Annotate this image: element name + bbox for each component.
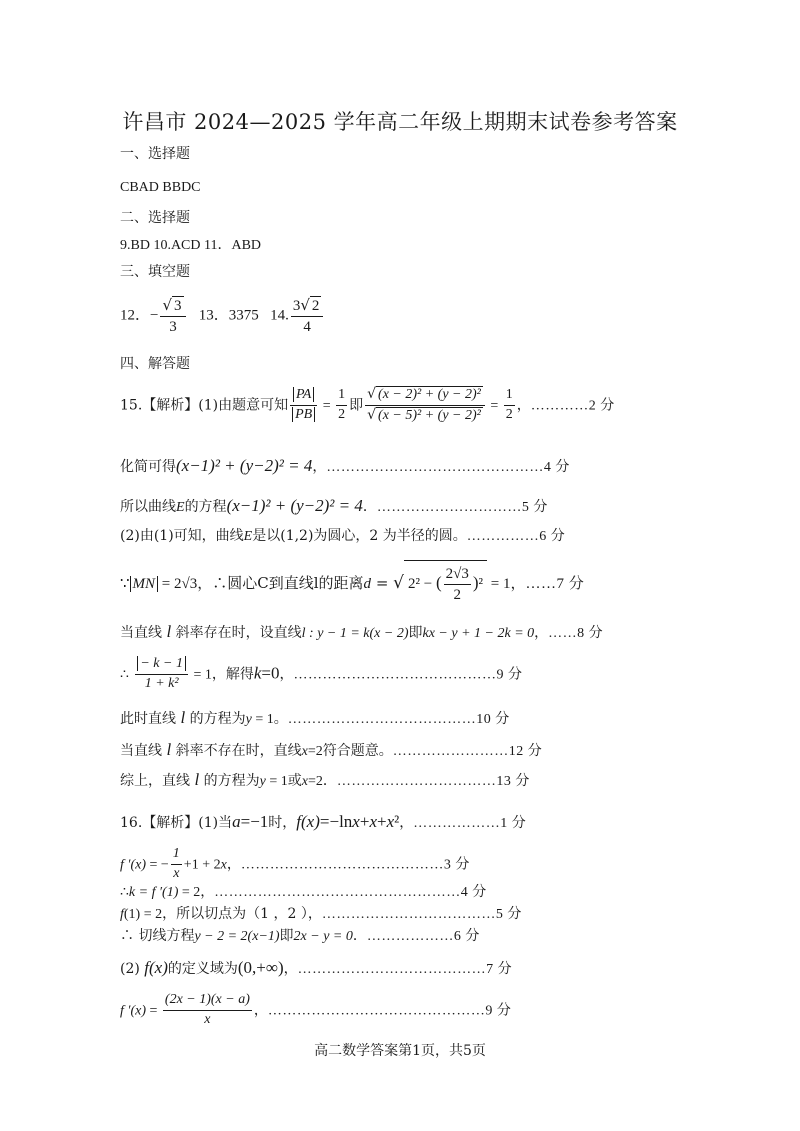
score-mark: ……………………………………9 分	[293, 667, 523, 683]
q12-fraction: $\frac{√ 3}{3}$	[160, 296, 185, 336]
score-mark: ………………1 分	[413, 816, 527, 831]
mc-answers-2: 9.BD 10.ACD 11．ABD	[120, 238, 262, 253]
score-mark: ………………6 分	[366, 929, 480, 944]
score-mark: ……7 分	[525, 575, 585, 592]
q15-line-5: ∵ MN = 2√3，∴圆心C到直线l的距离d = √ 2² − ( $\frac{2√3}{2}$ )² = 1，……7 分	[120, 560, 584, 608]
score-mark: ……………………………………………4 分	[214, 885, 487, 900]
q16-line-3: ∴k = f ′(1) = 2，……………………………………………4 分	[120, 884, 487, 900]
q15-line-8: 此时直线 l 的方程为y = 1。…………………………………10 分	[120, 708, 510, 727]
score-mark: ……………………………………3 分	[240, 857, 470, 873]
score-mark: …………………………………7 分	[297, 962, 513, 977]
q12-label: 12．	[120, 307, 151, 324]
q15-line-10: 综上，直线 l 的方程为y = 1或x=2．……………………………13 分	[120, 770, 530, 789]
q15-line-3: 所以曲线E的方程(x−1)² + (y−2)² = 4．…………………………5 分	[120, 496, 548, 515]
q15-line-4: (2)由(1)可知，曲线E是以(1,2)为圆心，2 为半径的圆。……………6 分	[120, 528, 566, 544]
score-mark: ………………………………5 分	[321, 907, 522, 922]
q16-line-1: 16.【解析】(1)当a=−1时，f(x)=−lnx+x+x²，………………1 分	[120, 812, 527, 831]
page-footer: 高二数学答案第1页，共5页	[314, 1043, 486, 1059]
section-fill-blank: 三、填空题	[120, 264, 190, 280]
fill-answers: 12．− $\frac{√ 3}{3}$ 13．3375 14. $\frac{3√ 2}{4}$	[120, 296, 325, 336]
q16-line-4: f(1) = 2，所以切点为（1 ，2 ），………………………………5 分	[120, 906, 522, 922]
score-mark: …………………………………10 分	[287, 712, 510, 727]
score-mark: ………………………………………4 分	[326, 460, 570, 475]
q16-line-7: f ′(x) = $\frac{(2x - 1)(x - a)}{x}$ ，………………………………………9 分	[120, 992, 512, 1027]
score-mark: ………………………………………9 分	[267, 1003, 512, 1019]
score-mark: …………………………5 分	[376, 500, 548, 515]
q16-line-5: ∴ 切线方程y − 2 = 2(x−1)即2x − y = 0．………………6 分	[120, 928, 480, 944]
q15-line-1: 15.【解析】(1)由题意可知 $\frac{PA}{PB}$ = $\frac{1}{2}$ 即 $\frac{\text{√ (x − 2)² + (y − 2)²}}{\text{√ (x − 5)² + (y − 2)²}}$ = $\frac{1}{2}$ ，…………2 分	[120, 386, 615, 423]
score-mark: ……………6 分	[466, 529, 566, 544]
q16-line-2: f ′(x) = − $\frac{1}{x}$ +1 + 2x，……………………………………3 分	[120, 846, 470, 881]
score-mark: …………2 分	[530, 398, 615, 414]
q15-line-6: 当直线 l 斜率存在时，设直线l : y − 1 = k(x − 2)即kx − y + 1 − 2k = 0，……8 分	[120, 622, 604, 641]
q15-line-9: 当直线 l 斜率不存在时，直线x=2符合题意。……………………12 分	[120, 740, 543, 759]
section-multiple-choice-2: 二、选择题	[120, 210, 190, 226]
q14-fraction: $\frac{3√ 2}{4}$	[291, 296, 324, 336]
q14-label: 14.	[270, 307, 289, 324]
page-title: 许昌市 2024—2025 学年高二年级上期期末试卷参考答案	[122, 110, 678, 134]
q16-line-6: (2) f(x)的定义域为(0,+∞)，…………………………………7 分	[120, 958, 513, 977]
mc-answers-1: CBAD BBDC	[120, 180, 201, 195]
score-mark: ……………………12 分	[392, 744, 543, 759]
section-multiple-choice: 一、选择题	[120, 146, 190, 162]
q13-answer: 13．3375	[198, 307, 259, 324]
q15-line-2: 化简可得(x−1)² + (y−2)² = 4，………………………………………4 分	[120, 456, 570, 475]
section-solutions: 四、解答题	[120, 356, 190, 372]
score-mark: ……………………………13 分	[336, 774, 530, 789]
score-mark: ……8 分	[548, 626, 604, 641]
q15-line-7: ∴ $\frac{- k - 1}{\text{1 + k²}}$ = 1，解得k=0，……………………………………9 分	[120, 656, 523, 691]
